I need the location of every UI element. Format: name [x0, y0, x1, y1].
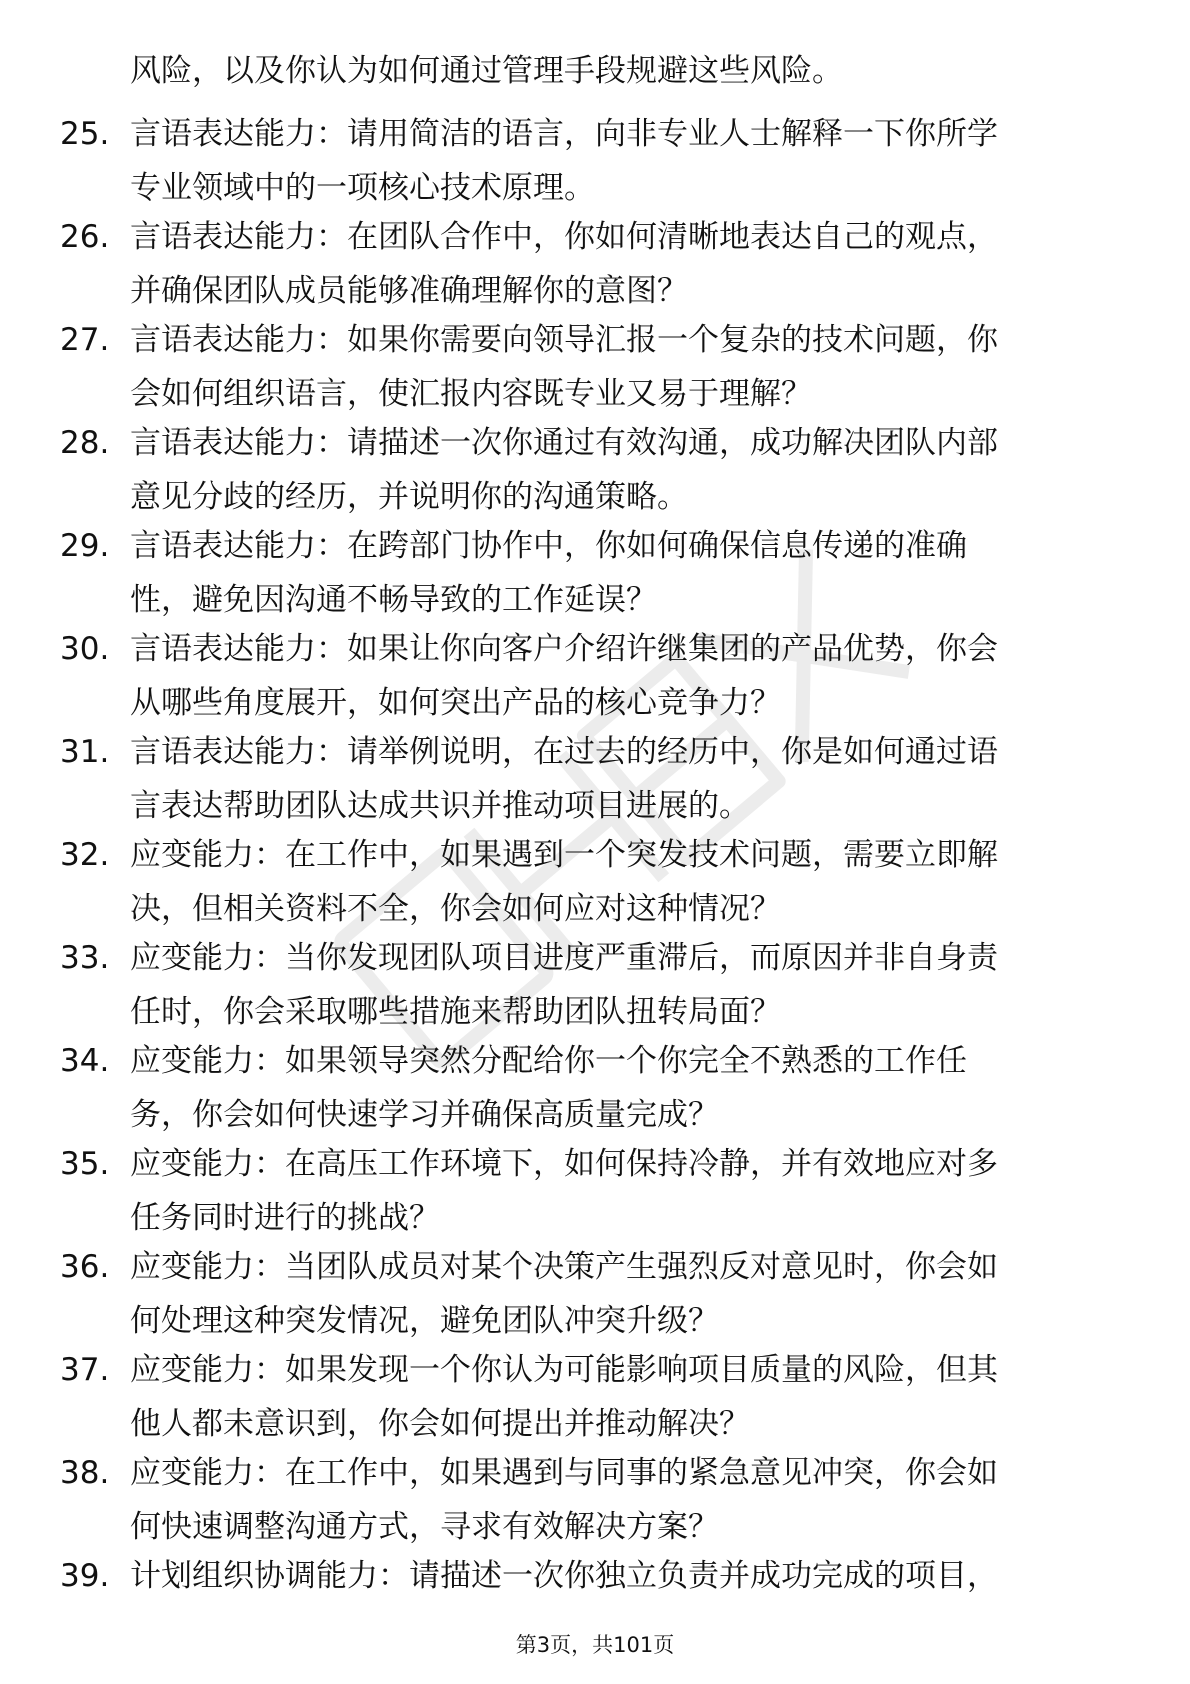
question-line: 务，你会如何快速学习并确保高质量完成？	[130, 1097, 719, 1133]
list-item	[0, 931, 1190, 1034]
question-number: 32.	[60, 837, 110, 873]
question-text	[130, 622, 1120, 730]
question-line: 任务同时进行的挑战？	[130, 1200, 440, 1236]
question-line: 言语表达能力：如果你需要向领导汇报一个复杂的技术问题，你	[130, 322, 998, 358]
question-line: 言语表达能力：如果让你向客户介绍许继集团的产品优势，你会	[130, 631, 998, 667]
question-number: 25.	[60, 116, 110, 152]
question-line: 应变能力：当团队成员对某个决策产生强烈反对意见时，你会如	[130, 1249, 998, 1285]
question-number: 31.	[60, 734, 110, 770]
list-item	[0, 1137, 1190, 1240]
question-text	[130, 828, 1120, 936]
question-text	[130, 1446, 1120, 1554]
question-line: 决，但相关资料不全，你会如何应对这种情况？	[130, 891, 781, 927]
question-text	[130, 1549, 1120, 1603]
list-item	[0, 1240, 1190, 1343]
question-line: 应变能力：在工作中，如果遇到一个突发技术问题，需要立即解	[130, 837, 998, 873]
question-number: 26.	[60, 219, 110, 255]
list-item	[0, 1343, 1190, 1446]
question-line: 言语表达能力：在团队合作中，你如何清晰地表达自己的观点，	[130, 219, 998, 255]
question-line: 言语表达能力：在跨部门协作中，你如何确保信息传递的准确	[130, 528, 967, 564]
list-item	[0, 519, 1190, 622]
question-text	[130, 416, 1120, 524]
question-line: 应变能力：如果发现一个你认为可能影响项目质量的风险，但其	[130, 1352, 998, 1388]
question-line: 应变能力：当你发现团队项目进度严重滞后，而原因并非自身责	[130, 940, 998, 976]
list-item	[0, 725, 1190, 828]
question-line: 意见分歧的经历，并说明你的沟通策略。	[130, 479, 688, 515]
question-number: 29.	[60, 528, 110, 564]
page-number: 第3页，共101页	[515, 1633, 675, 1657]
question-line: 何处理这种突发情况，避免团队冲突升级？	[130, 1303, 719, 1339]
list-item	[0, 210, 1190, 313]
question-line: 性，避免因沟通不畅导致的工作延误？	[130, 582, 657, 618]
question-line: 应变能力：在高压工作环境下，如何保持冷静，并有效地应对多	[130, 1146, 998, 1182]
list-item	[0, 1446, 1190, 1549]
question-text	[130, 210, 1120, 318]
question-number: 38.	[60, 1455, 110, 1491]
list-item	[0, 416, 1190, 519]
question-text	[130, 107, 1120, 215]
question-number: 34.	[60, 1043, 110, 1079]
question-text	[130, 313, 1120, 421]
question-number: 30.	[60, 631, 110, 667]
question-line: 会如何组织语言，使汇报内容既专业又易于理解？	[130, 376, 812, 412]
question-text	[130, 519, 1120, 627]
question-line: 专业领域中的一项核心技术原理。	[130, 170, 595, 206]
question-line: 应变能力：在工作中，如果遇到与同事的紧急意见冲突，你会如	[130, 1455, 998, 1491]
question-text	[130, 1343, 1120, 1451]
question-line: 应变能力：如果领导突然分配给你一个你完全不熟悉的工作任	[130, 1043, 967, 1079]
list-item	[0, 313, 1190, 416]
question-number: 37.	[60, 1352, 110, 1388]
question-line: 任时，你会采取哪些措施来帮助团队扭转局面？	[130, 994, 781, 1030]
question-list	[0, 107, 1190, 1652]
question-line: 言语表达能力：请用简洁的语言，向非专业人士解释一下你所学	[130, 116, 998, 152]
question-line: 他人都未意识到，你会如何提出并推动解决？	[130, 1406, 750, 1442]
question-line: 言表达帮助团队达成共识并推动项目进展的。	[130, 788, 750, 824]
question-line: 言语表达能力：请描述一次你通过有效沟通，成功解决团队内部	[130, 425, 998, 461]
question-line: 从哪些角度展开，如何突出产品的核心竞争力？	[130, 685, 781, 721]
question-text	[130, 1137, 1120, 1245]
question-line: 言语表达能力：请举例说明，在过去的经历中，你是如何通过语	[130, 734, 998, 770]
list-item	[0, 828, 1190, 931]
question-text	[130, 1034, 1120, 1142]
question-text	[130, 725, 1120, 833]
question-line: 何快速调整沟通方式，寻求有效解决方案？	[130, 1509, 719, 1545]
question-number: 39.	[60, 1558, 110, 1594]
continuation-text: 风险，以及你认为如何通过管理手段规避这些风险。	[130, 53, 843, 89]
list-item	[0, 107, 1190, 210]
question-text	[130, 1240, 1120, 1348]
list-item	[0, 622, 1190, 725]
question-line: 并确保团队成员能够准确理解你的意图？	[130, 273, 688, 309]
list-item	[0, 1034, 1190, 1137]
question-number: 33.	[60, 940, 110, 976]
question-number: 35.	[60, 1146, 110, 1182]
question-text	[130, 931, 1120, 1039]
question-line: 计划组织协调能力：请描述一次你独立负责并成功完成的项目，	[130, 1558, 998, 1594]
question-number: 36.	[60, 1249, 110, 1285]
question-number: 27.	[60, 322, 110, 358]
question-number: 28.	[60, 425, 110, 461]
